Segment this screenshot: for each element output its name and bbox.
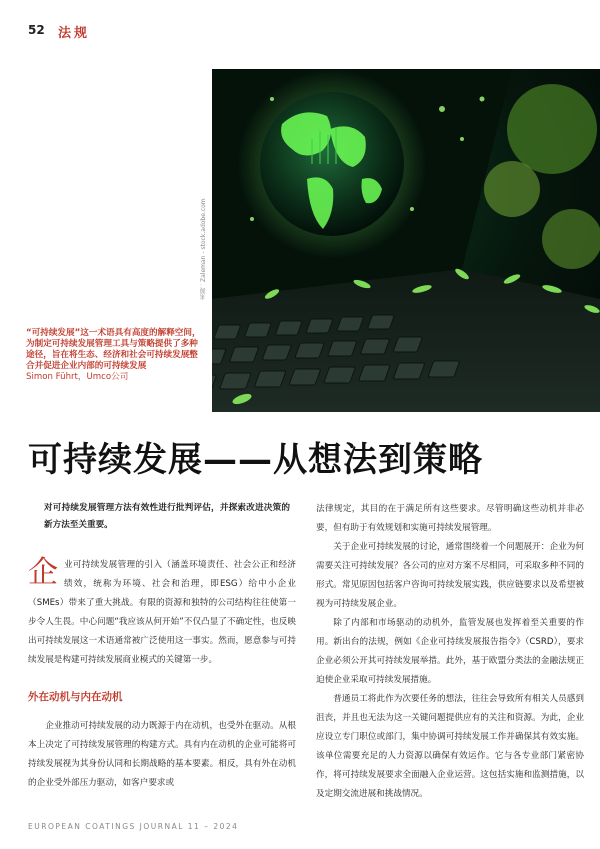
paragraph: 关于企业可持续发展的讨论，通常围绕着一个问题展开：企业为何需要关注可持续发展？各公司的应对方案不尽相同，可采取多种不同的形式。常见原因包括客户咨询可持续发展实践，供应链要求以及希望被视为可持续发展企业。 <box>316 542 584 609</box>
paragraph: 企业可持续发展管理的引入（涵盖环境责任、社会公正和经济绩效，统称为环境、社会和治理，即ESG）给中小企业（SMEs）带来了重大挑战。有限的资源和独特的公司结构往往使第一步令人生畏。中心问题“我应该从何开始”不仅凸显了不确定性，也反映出可持续发展这一术语通常被广泛使用这一事实。然而，愿意参与可持续发展是构建可持续发展商业模式的关键第一步。 <box>28 555 296 665</box>
photo-credit: 来源：Zaleman - stock.adobe.com <box>200 198 207 300</box>
hero-image <box>212 69 600 412</box>
journal-footer: EUROPEAN COATINGS JOURNAL 11 – 2024 <box>28 822 239 831</box>
paragraph: 企业推动可持续发展的动力既源于内在动机，也受外在驱动。从根本上决定了可持续发展管理的构建方式。具有内在动机的企业可能将可持续发展视为其身份认同和长期战略的基本要素。相反，具有外在动机的企业受外部压力驱动，如客户要求或 <box>28 721 296 788</box>
pull-quote-text: “可持续发展”这一术语具有高度的解释空间，为制定可持续发展管理工具与策略提供了多种途径，旨在将生态、经济和社会可持续发展整合并促进企业内部的可持续发展 <box>26 328 201 371</box>
article-column-right <box>316 500 584 804</box>
section-heading: 外在动机与内在动机 <box>28 691 123 703</box>
paragraph: 除了内部和市场驱动的动机外，监管发展也发挥着至关重要的作用。新出台的法规，例如《企业可持续发展报告指令》（CSRD），要求企业必须公开其可持续发展举措。此外，基于欧盟分类法的金融法规正迫使企业采取可持续发展措施。 <box>316 618 584 685</box>
article-column-left <box>28 500 296 793</box>
globe-laptop-illustration <box>212 69 600 412</box>
section-label: 法规 <box>58 26 91 41</box>
paragraph: 普通员工将此作为次要任务的想法，往往会导致所有相关人员感到沮丧，并且也无法为这一关键问题提供应有的关注和资源。为此，企业应设立专门职位或部门，集中协调可持续发展工作并确保其有效实施。该单位需要充足的人力资源以确保有效运作。它与各专业部门紧密协作，将可持续发展要求全面融入企业运营。这包括实施和监测措施，以及定期交流进展和挑战情况。 <box>316 694 584 799</box>
pull-quote-author: Simon Führt，Umco公司 <box>26 372 129 382</box>
article-lead: 对可持续发展管理方法有效性进行批判评估，并探索改进决策的新方法至关重要。 <box>44 503 290 530</box>
pull-quote <box>26 328 206 383</box>
drop-cap: 企 <box>28 555 58 590</box>
paragraph: 法律规定，其目的在于满足所有这些要求。尽管明确这些动机并非必要，但有助于有效规划和实施可持续发展管理。 <box>316 504 584 533</box>
page-number: 52 <box>28 23 45 37</box>
article-title: 可持续发展——从想法到策略 <box>28 440 483 480</box>
